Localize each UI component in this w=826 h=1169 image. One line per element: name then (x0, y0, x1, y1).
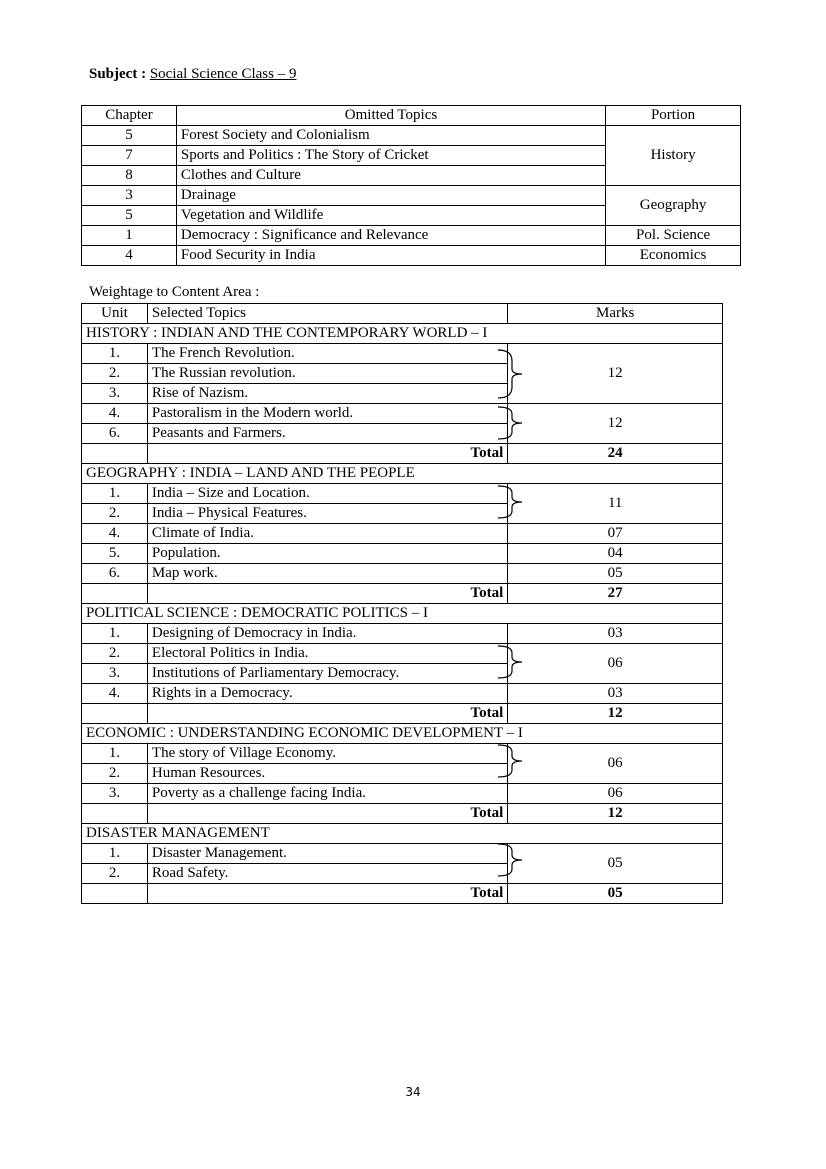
empty-cell (82, 704, 148, 724)
table-row (82, 404, 723, 424)
table-header-row (82, 106, 741, 126)
selected-topic: The Russian revolution. (147, 364, 507, 384)
table-header-row (82, 304, 723, 324)
chapter-number: 4 (82, 246, 177, 266)
unit-number: 3. (82, 384, 148, 404)
total-row (82, 444, 723, 464)
section-row-polsci (82, 604, 723, 624)
table-row (82, 684, 723, 704)
chapter-number: 7 (82, 146, 177, 166)
selected-topic: The French Revolution. (147, 344, 507, 364)
unit-number: 4. (82, 404, 148, 424)
brace-icon (496, 843, 526, 877)
brace-icon (496, 645, 526, 679)
unit-number: 2. (82, 504, 148, 524)
selected-topic: Map work. (147, 564, 507, 584)
subject-heading (89, 66, 296, 83)
total-value: 24 (508, 444, 723, 464)
table-row (82, 484, 723, 504)
portion-geography: Geography (606, 186, 741, 226)
total-row (82, 584, 723, 604)
unit-number: 2. (82, 864, 148, 884)
empty-cell (82, 884, 148, 904)
empty-cell (82, 444, 148, 464)
section-row-geography (82, 464, 723, 484)
total-label: Total (147, 884, 507, 904)
table-row (82, 226, 741, 246)
section-title-disaster: DISASTER MANAGEMENT (82, 824, 723, 844)
total-label: Total (147, 444, 507, 464)
unit-number: 4. (82, 524, 148, 544)
marks-cell: 05 (508, 844, 723, 884)
portion-history: History (606, 126, 741, 186)
selected-topic: Designing of Democracy in India. (147, 624, 507, 644)
weightage-label: Weightage to Content Area : (89, 284, 260, 300)
selected-topic: Climate of India. (147, 524, 507, 544)
subject-label: Subject : (89, 66, 147, 82)
section-title-geography: GEOGRAPHY : INDIA – LAND AND THE PEOPLE (82, 464, 723, 484)
subject-value: Social Science Class – 9 (149, 66, 297, 82)
brace-icon (496, 485, 526, 519)
selected-topic: The story of Village Economy. (147, 744, 507, 764)
portion-economics: Economics (606, 246, 741, 266)
total-label: Total (147, 584, 507, 604)
total-label: Total (147, 804, 507, 824)
page-number: 34 (405, 1085, 421, 1099)
marks-cell: 12 (508, 344, 723, 404)
marks-cell: 06 (508, 744, 723, 784)
total-row (82, 884, 723, 904)
brace-icon (496, 349, 526, 399)
unit-number: 1. (82, 484, 148, 504)
table-row (82, 644, 723, 664)
marks-cell: 06 (508, 784, 723, 804)
chapter-number: 8 (82, 166, 177, 186)
omitted-topic: Food Security in India (176, 246, 605, 266)
selected-topic: Rights in a Democracy. (147, 684, 507, 704)
table-row (82, 344, 723, 364)
marks-cell: 07 (508, 524, 723, 544)
table-row (82, 544, 723, 564)
header-unit: Unit (82, 304, 148, 324)
header-portion: Portion (606, 106, 741, 126)
unit-number: 2. (82, 364, 148, 384)
selected-topic: Rise of Nazism. (147, 384, 507, 404)
selected-topic: Poverty as a challenge facing India. (147, 784, 507, 804)
total-value: 05 (508, 884, 723, 904)
empty-cell (82, 804, 148, 824)
header-chapter: Chapter (82, 106, 177, 126)
omitted-topic: Sports and Politics : The Story of Cricket (176, 146, 605, 166)
unit-number: 6. (82, 564, 148, 584)
unit-number: 3. (82, 784, 148, 804)
selected-topic: Human Resources. (147, 764, 507, 784)
section-title-history: HISTORY : INDIAN AND THE CONTEMPORARY WORLD – I (82, 324, 723, 344)
selected-topic: India – Size and Location. (147, 484, 507, 504)
omitted-topic: Vegetation and Wildlife (176, 206, 605, 226)
selected-topic: Peasants and Farmers. (147, 424, 507, 444)
unit-number: 6. (82, 424, 148, 444)
section-title-polsci: POLITICAL SCIENCE : DEMOCRATIC POLITICS – I (82, 604, 723, 624)
marks-cell: 03 (508, 684, 723, 704)
brace-icon (496, 406, 526, 440)
unit-number: 1. (82, 624, 148, 644)
marks-cell: 04 (508, 544, 723, 564)
table-row (82, 246, 741, 266)
selected-topic: India – Physical Features. (147, 504, 507, 524)
table-row (82, 564, 723, 584)
total-value: 27 (508, 584, 723, 604)
marks-cell: 05 (508, 564, 723, 584)
table-row (82, 186, 741, 206)
unit-number: 5. (82, 544, 148, 564)
chapter-number: 5 (82, 126, 177, 146)
omitted-topics-table (81, 105, 741, 266)
chapter-number: 3 (82, 186, 177, 206)
selected-topic: Pastoralism in the Modern world. (147, 404, 507, 424)
unit-number: 2. (82, 764, 148, 784)
portion-pol-science: Pol. Science (606, 226, 741, 246)
unit-number: 4. (82, 684, 148, 704)
total-value: 12 (508, 804, 723, 824)
marks-cell: 03 (508, 624, 723, 644)
selected-topic: Disaster Management. (147, 844, 507, 864)
unit-number: 3. (82, 664, 148, 684)
omitted-topic: Forest Society and Colonialism (176, 126, 605, 146)
omitted-topic: Drainage (176, 186, 605, 206)
selected-topic: Electoral Politics in India. (147, 644, 507, 664)
total-value: 12 (508, 704, 723, 724)
header-marks: Marks (508, 304, 723, 324)
chapter-number: 5 (82, 206, 177, 226)
empty-cell (82, 584, 148, 604)
selected-topic: Road Safety. (147, 864, 507, 884)
section-row-disaster (82, 824, 723, 844)
section-row-history (82, 324, 723, 344)
selected-topic: Institutions of Parliamentary Democracy. (147, 664, 507, 684)
unit-number: 1. (82, 844, 148, 864)
unit-number: 2. (82, 644, 148, 664)
table-row (82, 784, 723, 804)
section-title-economic: ECONOMIC : UNDERSTANDING ECONOMIC DEVELOPMENT – I (82, 724, 723, 744)
omitted-topic: Clothes and Culture (176, 166, 605, 186)
table-row (82, 524, 723, 544)
weightage-table (81, 303, 723, 904)
unit-number: 1. (82, 344, 148, 364)
marks-cell: 06 (508, 644, 723, 684)
marks-cell: 12 (508, 404, 723, 444)
total-label: Total (147, 704, 507, 724)
unit-number: 1. (82, 744, 148, 764)
table-row (82, 844, 723, 864)
header-omitted-topics: Omitted Topics (176, 106, 605, 126)
brace-icon (496, 744, 526, 778)
total-row (82, 704, 723, 724)
section-row-economic (82, 724, 723, 744)
omitted-topic: Democracy : Significance and Relevance (176, 226, 605, 246)
marks-cell: 11 (508, 484, 723, 524)
header-selected-topics: Selected Topics (147, 304, 507, 324)
table-row (82, 126, 741, 146)
table-row (82, 744, 723, 764)
table-row (82, 624, 723, 644)
total-row (82, 804, 723, 824)
chapter-number: 1 (82, 226, 177, 246)
selected-topic: Population. (147, 544, 507, 564)
